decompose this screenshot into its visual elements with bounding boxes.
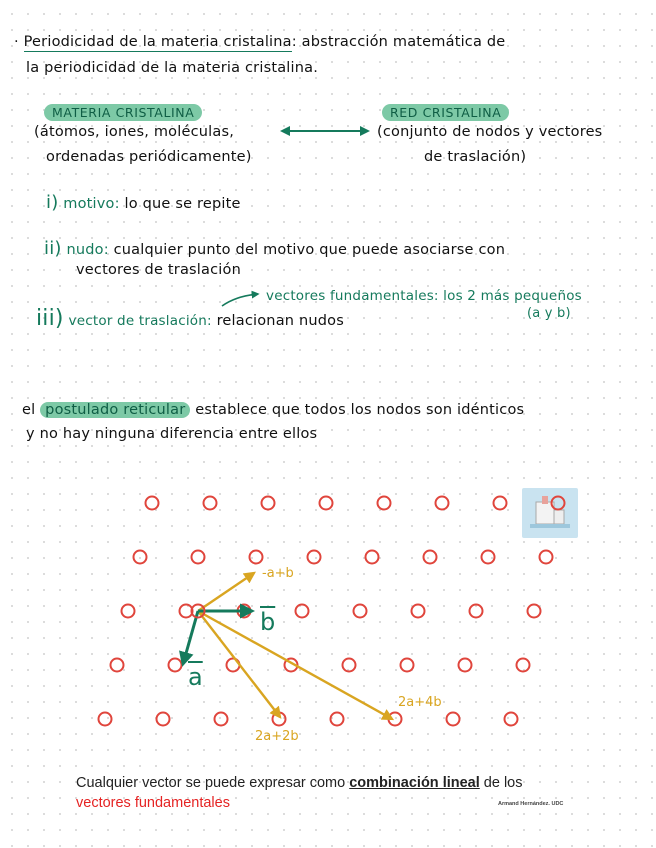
lattice-node [308, 551, 321, 564]
vector-b-label [260, 608, 275, 636]
lattice-node [424, 551, 437, 564]
lattice-node [192, 551, 205, 564]
label-minus-a-plus-b: -a+b [262, 566, 294, 581]
item-i-number: i) [46, 192, 59, 213]
lattice-node [378, 497, 391, 510]
lattice-node [99, 713, 112, 726]
item-i-term: motivo: [63, 196, 120, 212]
bullet: · [14, 34, 19, 50]
item-iii-branch-2: (a y b) [527, 306, 571, 321]
lattice-node [459, 659, 472, 672]
caption-pre: Cualquier vector se puede expresar como [76, 775, 346, 791]
materia-line-2: ordenadas periódicamente) [46, 149, 252, 165]
lattice-node [505, 713, 518, 726]
lattice-node [157, 713, 170, 726]
materia-highlight: MATERIA CRISTALINA [44, 104, 202, 121]
lattice-node [250, 551, 263, 564]
postulado-rest: establece que todos los nodos son idénticos [195, 402, 525, 418]
lattice-node [169, 659, 182, 672]
lattice-node [204, 497, 217, 510]
red-line-2: de traslación) [424, 149, 527, 165]
item-ii-text-2: vectores de traslación [76, 262, 241, 278]
vector-a [183, 611, 198, 664]
item-ii-number: ii) [44, 238, 62, 259]
lattice-node [494, 497, 507, 510]
lattice-node [447, 713, 460, 726]
postulado-term: postulado reticular [40, 402, 190, 418]
item-i-text: lo que se repite [124, 196, 241, 212]
postulado-pre: el [22, 402, 36, 418]
lattice-node [366, 551, 379, 564]
footer-caption [76, 775, 523, 791]
item-iii-number: iii) [36, 306, 64, 331]
vector-a-label-text: $\overline{a}$ [188, 663, 203, 691]
lattice-node [343, 659, 356, 672]
postulado-line-2: y no hay ninguna diferencia entre ellos [26, 426, 318, 442]
vector-a-label [188, 663, 203, 691]
caption-post: de los [483, 775, 523, 791]
vector-b-label-text: $\overline{b}$ [260, 608, 276, 636]
lattice-node [412, 605, 425, 618]
lattice-node [540, 551, 553, 564]
lattice-node [320, 497, 333, 510]
item-iii-term: vector de traslación: [68, 313, 212, 329]
lattice-node [134, 551, 147, 564]
item-iii-branch: vectores fundamentales: los 2 más pequeños [266, 288, 582, 304]
item-iii-text: relacionan nudos [216, 313, 344, 329]
intro-definition: : abstracción matemática de [291, 34, 506, 50]
lattice-node [331, 713, 344, 726]
intro-line-2: la periodicidad de la materia cristalina. [26, 60, 319, 76]
lattice-node [552, 497, 565, 510]
materia-line-1: (átomos, iones, moléculas, [34, 124, 235, 140]
lattice-node [482, 551, 495, 564]
red-line-1: (conjunto de nodos y vectores [377, 124, 603, 140]
lattice-node [528, 605, 541, 618]
intro-title: Periodicidad de la materia cristalina [23, 34, 292, 50]
lattice-node [262, 497, 275, 510]
lattice-node [436, 497, 449, 510]
lattice-node [215, 713, 228, 726]
item-ii-term: nudo: [66, 242, 109, 258]
caption-red: vectores fundamentales [76, 795, 230, 811]
red-highlight: RED CRISTALINA [382, 104, 509, 121]
lattice-node [401, 659, 414, 672]
item-ii-text-1: cualquier punto del motivo que puede asociarse con [113, 242, 506, 258]
lattice-node [146, 497, 159, 510]
branch-arrow [222, 294, 258, 306]
lattice-node [122, 605, 135, 618]
lattice-node [111, 659, 124, 672]
credit: Armand Hernández. UDC [498, 801, 564, 807]
lattice-node [354, 605, 367, 618]
lattice-node [470, 605, 483, 618]
label-2a-4b: 2a+4b [398, 695, 442, 710]
lattice-node [296, 605, 309, 618]
caption-bold: combinación lineal [349, 775, 480, 791]
lattice-nodes [99, 497, 565, 726]
lattice-node [517, 659, 530, 672]
label-2a-2b: 2a+2b [255, 729, 299, 744]
